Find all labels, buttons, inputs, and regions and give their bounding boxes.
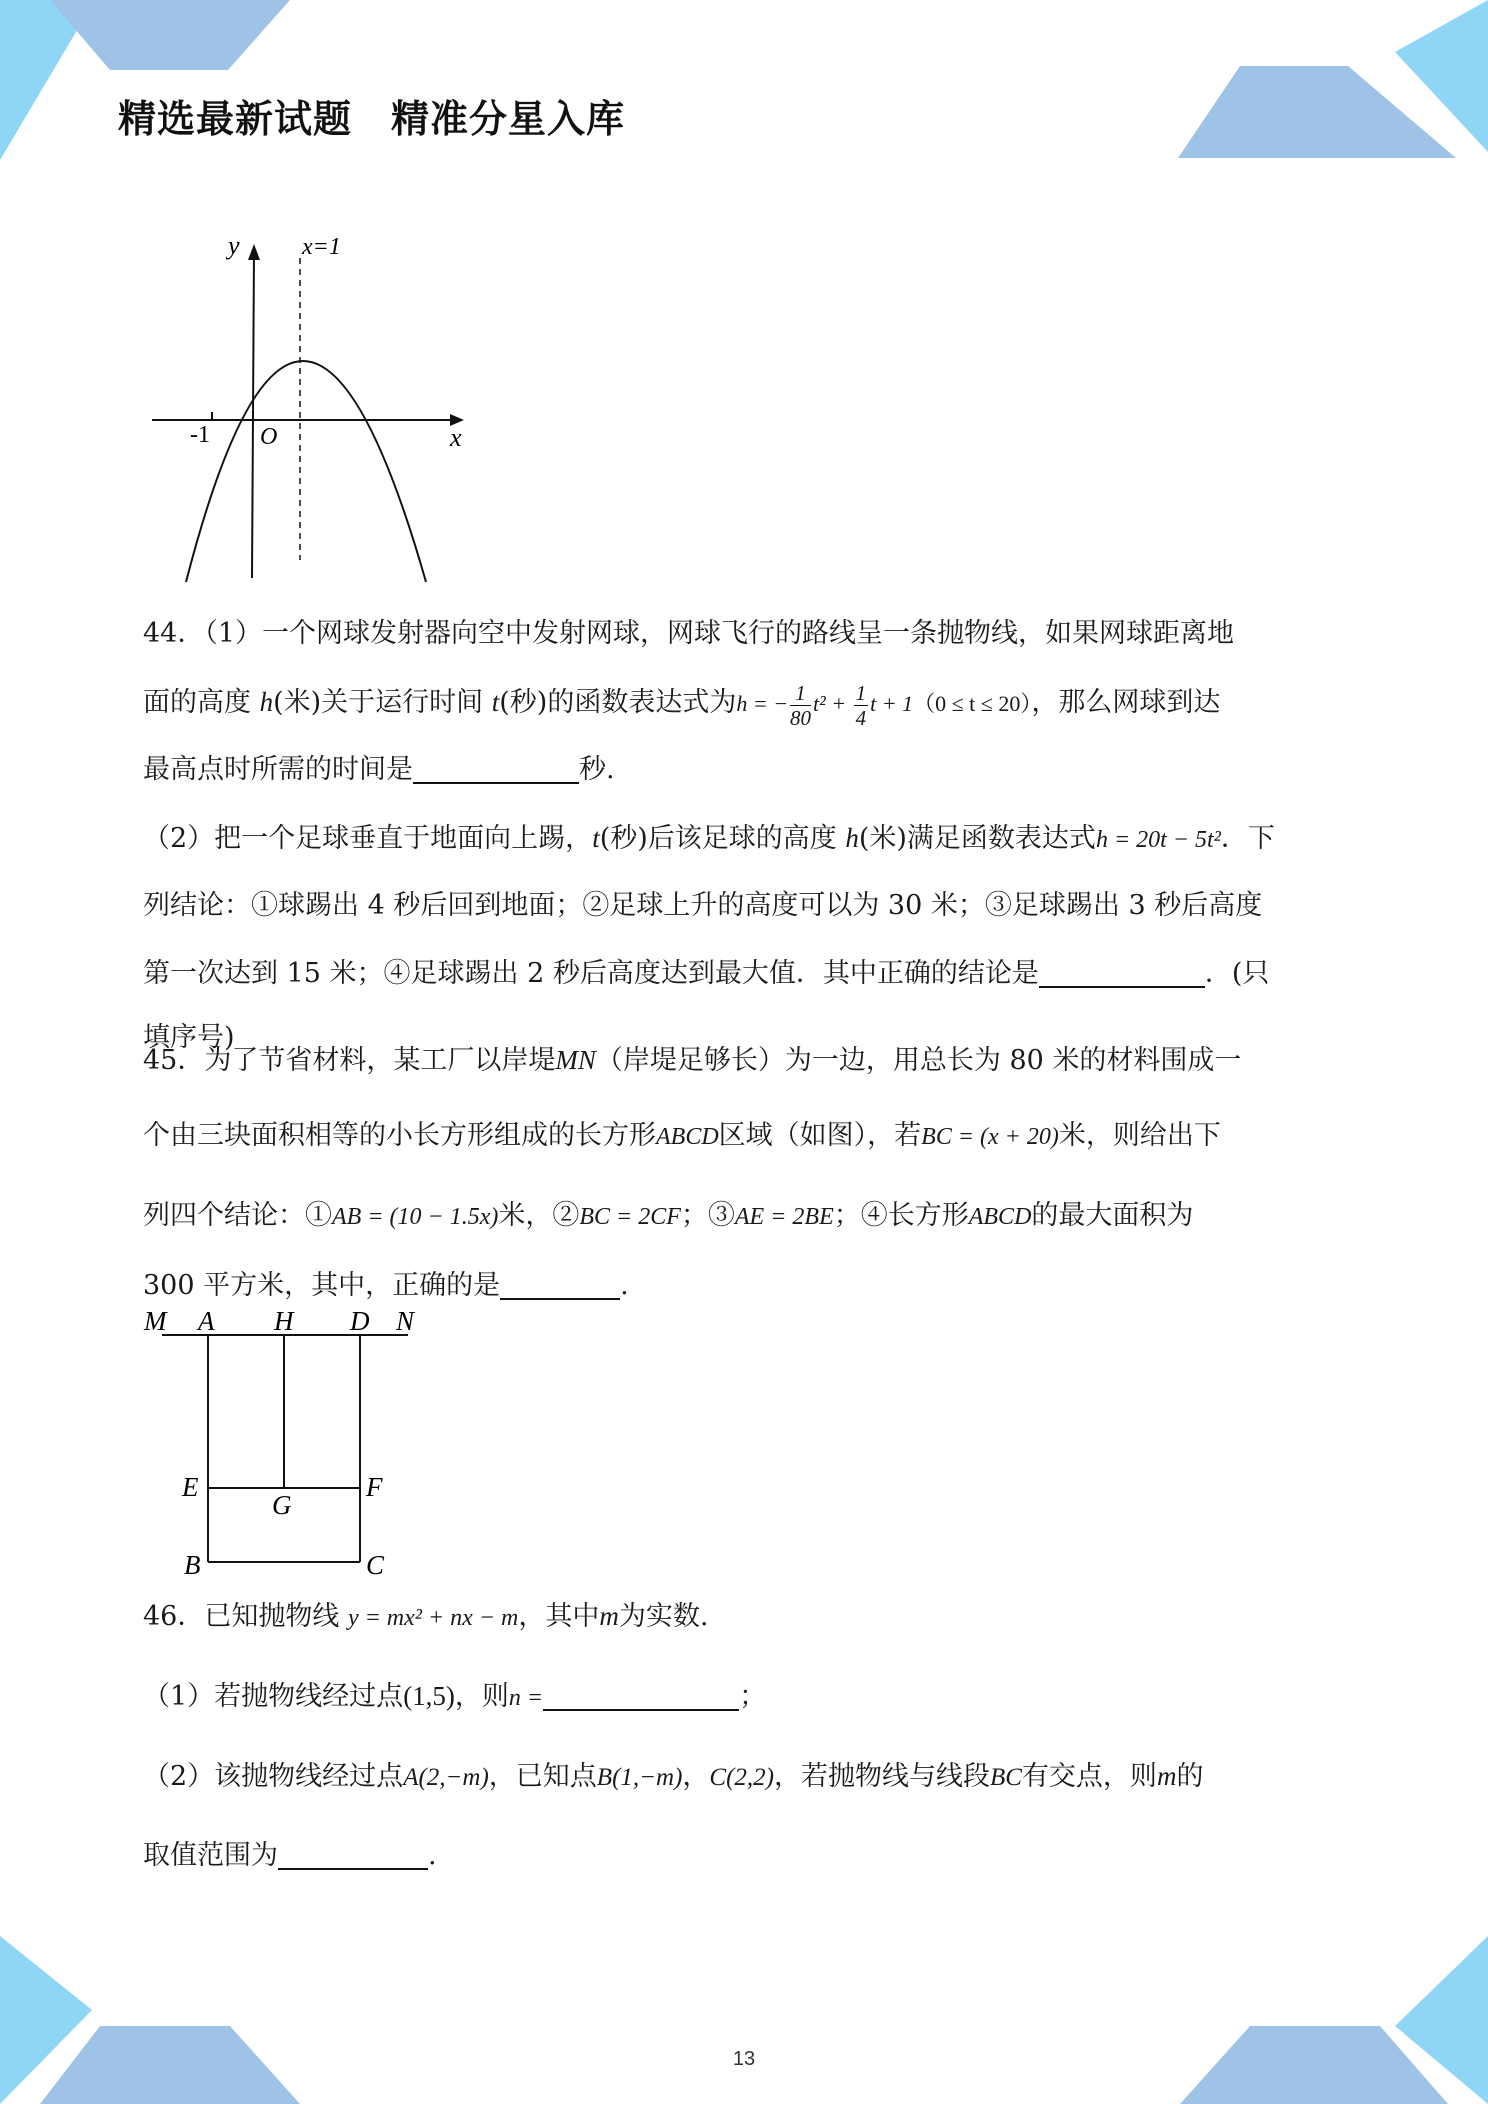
label-f: F	[366, 1472, 383, 1502]
answer-blank-46-1[interactable]	[543, 1679, 739, 1711]
label-e: E	[182, 1472, 199, 1502]
header-title: 精选最新试题 精准分星入库	[118, 97, 626, 141]
y-axis-label: y	[228, 231, 240, 260]
q45-number: 45．	[143, 1045, 205, 1076]
q45-line-3: 列四个结论：①AB = (10 − 1.5x)米，②BC = 2CF；③AE = 2BE；④长方形ABCD的最大面积为	[143, 1200, 1194, 1231]
q44-line-3: 最高点时所需的时间是 秒.	[143, 754, 615, 785]
minus-one-label: -1	[190, 422, 210, 448]
q46-line-3: （2）该抛物线经过点A(2,−m)，已知点B(1,−m)，C(2,2)，若抛物线与线段BC有交点，则m的	[143, 1761, 1204, 1792]
q44-line-2: 面的高度 h(米)关于运行时间 t(秒)的函数表达式为h = − $\frac{1}{80}$ t² + $\frac{1}{4}$ t + 1（0 ≤ t ≤ 20），那么网球到达	[143, 681, 1221, 731]
q45-line-4: 300 平方米，其中，正确的是 .	[143, 1270, 629, 1301]
parabola-curve	[186, 361, 426, 582]
q44-line-5: 列结论：①球踢出 4 秒后回到地面；②足球上升的高度可以为 30 米；③足球踢出 3 秒后高度	[143, 890, 1263, 921]
question-44	[143, 600, 1353, 1068]
label-m: M	[144, 1306, 167, 1336]
label-a: A	[198, 1306, 215, 1336]
q44-line-1: 44．（1）一个网球发射器向空中发射网球，网球飞行的路线呈一条抛物线，如果网球距离地	[143, 618, 1235, 649]
q44-formula: h = − $\frac{1}{80}$ t² + $\frac{1}{4}$ t + 1	[736, 681, 914, 731]
deco-top-right-trapezoid	[1178, 66, 1456, 158]
y-axis	[252, 250, 254, 578]
page-number: 13	[732, 2048, 756, 2070]
answer-blank-46-2[interactable]	[278, 1838, 428, 1870]
q45-line-1: 45．为了节省材料，某工厂以岸堤MN（岸堤足够长）为一边，用总长为 80 米的材料围成一	[143, 1045, 1242, 1076]
q44-number: 44．	[143, 618, 205, 649]
parabola-figure	[140, 230, 480, 590]
fraction-1-80: $\frac{1}{80}$	[790, 681, 812, 731]
x-axis-label: x	[450, 423, 462, 452]
q44-line-6: 第一次达到 15 米；④足球踢出 2 秒后高度达到最大值．其中正确的结论是 ．(只	[143, 958, 1270, 989]
q44-domain: （0 ≤ t ≤ 20）	[913, 691, 1032, 716]
label-g: G	[272, 1490, 292, 1520]
fraction-1-4: $\frac{1}{4}$	[855, 681, 867, 731]
answer-blank-45[interactable]	[500, 1268, 620, 1300]
q46-number: 46．	[143, 1601, 205, 1632]
question-46	[143, 1582, 1353, 1890]
answer-blank-44-1[interactable]	[413, 752, 579, 784]
axis-of-symmetry-label: x=1	[302, 234, 341, 260]
label-b: B	[184, 1550, 201, 1580]
q45-line-2: 个由三块面积相等的小长方形组成的长方形ABCD区域（如图），若BC = (x + 20)米，则给出下	[143, 1120, 1221, 1151]
answer-blank-44-2[interactable]	[1039, 956, 1205, 988]
origin-label: O	[260, 424, 278, 450]
question-45	[143, 1026, 1353, 1320]
deco-top-left-trapezoid	[50, 0, 290, 70]
q44-line-4: （2）把一个足球垂直于地面向上踢，t(秒)后该足球的高度 h(米)满足函数表达式h = 20t − 5t²．下	[143, 823, 1275, 854]
q44-line-7: 填序号)	[143, 1022, 235, 1053]
label-h: H	[274, 1306, 294, 1336]
q44-formula-2: h = 20t − 5t²	[1095, 827, 1221, 853]
rectangle-figure	[140, 1300, 440, 1590]
q46-line-2: （1）若抛物线经过点(1,5)，则n = ；	[143, 1681, 767, 1712]
label-d: D	[350, 1306, 370, 1336]
label-n: N	[396, 1306, 415, 1336]
y-axis-arrow	[248, 244, 260, 260]
q46-line-1: 46．已知抛物线 y = mx² + nx − m，其中m为实数.	[143, 1601, 709, 1632]
q46-line-4: 取值范围为 .	[143, 1840, 437, 1871]
label-c: C	[366, 1550, 385, 1580]
